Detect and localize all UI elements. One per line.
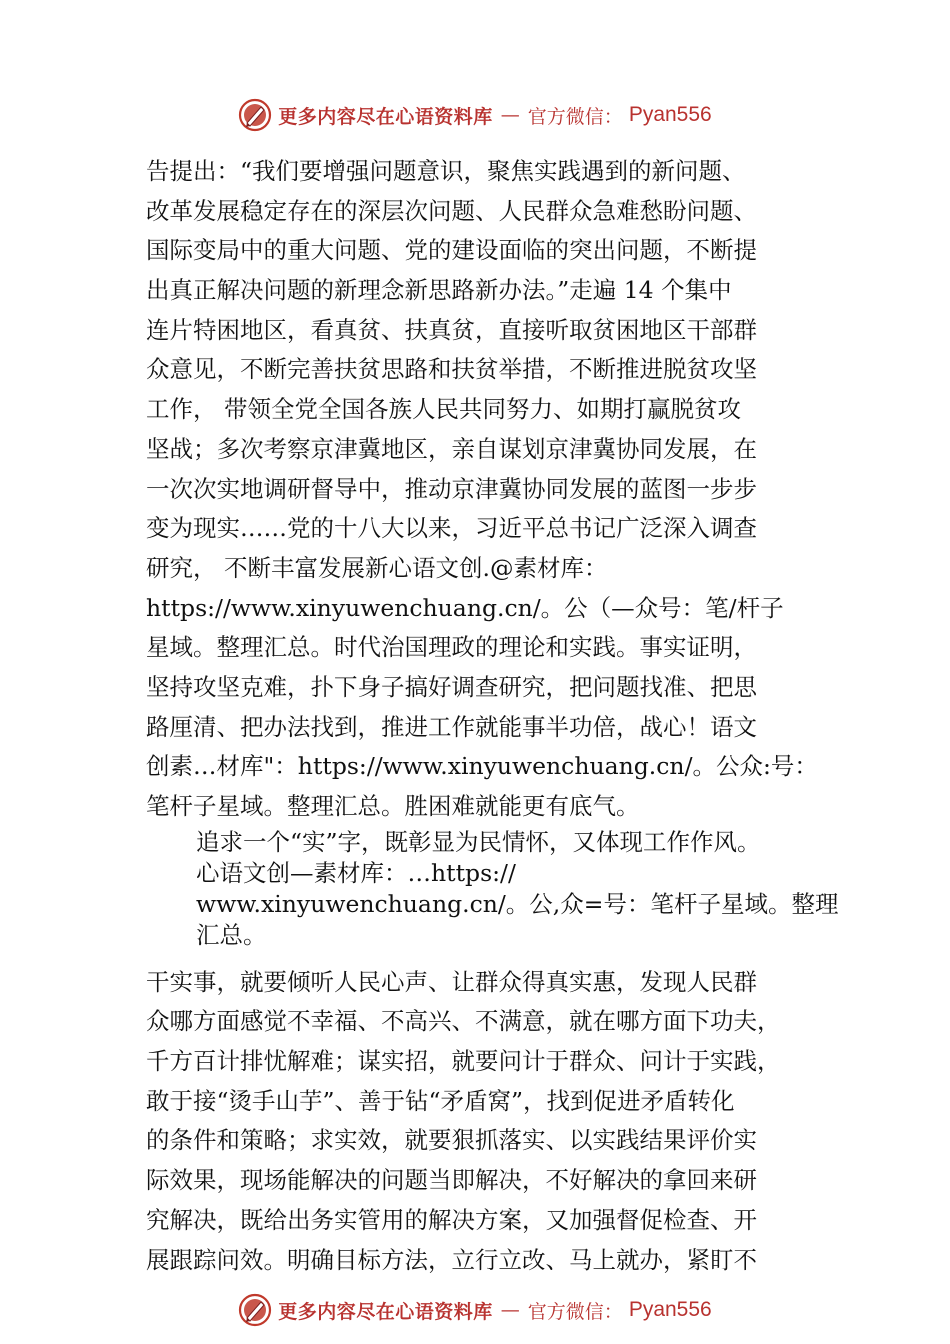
text-line: 究解决，既给出务实管用的解决方案，又加强督促检查、开 (146, 1205, 757, 1234)
text-line: 工作， 带领全党全国各族人民共同努力、如期打赢脱贫攻 (146, 395, 741, 424)
banner-inner (238, 98, 711, 132)
text-line: 众意见，不断完善扶贫思路和扶贫举措，不断推进脱贫攻坚 (146, 355, 757, 384)
text-line: 研究， 不断丰富发展新心语文创.@素材库： (146, 553, 608, 582)
text-line: 国际变局中的重大问题、党的建设面临的突出问题，不断提 (146, 236, 757, 265)
banner-title: 更多内容尽在心语资料库 (278, 105, 493, 128)
text-line: 敢于接“烫手山芋”、善于钻“矛盾窝”，找到促进矛盾转化 (146, 1086, 735, 1115)
text-line: 星域。整理汇总。时代治国理政的理论和实践。事实证明， (146, 633, 757, 662)
paragraph-2 (146, 963, 846, 1281)
text-line: 笔杆子星域。整理汇总。胜困难就能更有底气。 (146, 792, 640, 820)
text-line: 汇总。 (196, 920, 267, 949)
banner-separator: — (500, 1299, 520, 1321)
header-banner (0, 92, 950, 138)
text-line: 展跟踪问效。明确目标方法，立行立改、马上就办，紧盯不 (146, 1245, 757, 1274)
banner-wechat-label: 官方微信： (527, 105, 623, 128)
text-line: 追求一个“实”字，既彰显为民情怀，又体现工作作风。 (196, 827, 761, 856)
text-line: 告提出：“我们要增强问题意识，聚焦实践遇到的新问题、 (146, 157, 746, 185)
text-line: 连片特困地区，看真贫、扶真贫，直接听取贫困地区干部群 (146, 315, 757, 344)
text-line: https://www.xinyuwenchuang.cn/。公（—众号：笔/杆子 (146, 593, 784, 622)
indented-quote (146, 827, 846, 951)
banner-wechat-id: Pyan556 (628, 103, 712, 126)
text-line: 众哪方面感觉不幸福、不高兴、不满意，就在哪方面下功夫， (146, 1007, 781, 1036)
banner-separator: — (500, 104, 520, 126)
text-line: 坚战；多次考察京津冀地区，亲自谋划京津冀协同发展，在 (146, 434, 757, 463)
document-body (146, 152, 846, 1280)
banner-wechat-id: Pyan556 (628, 1298, 712, 1321)
banner-title: 更多内容尽在心语资料库 (278, 1300, 493, 1323)
text-line: 坚持攻坚克难，扑下身子搞好调查研究，把问题找准、把思 (146, 672, 757, 701)
text-line: www.xinyuwenchuang.cn/。公,众=号：笔杆子星域。整理 (196, 889, 839, 918)
text-line: 心语文创—素材库：…https:// (196, 858, 516, 887)
text-line: 干实事，就要倾听人民心声、让群众得真实惠，发现人民群 (146, 967, 757, 996)
paragraph-1 (146, 152, 846, 827)
text-line: 际效果，现场能解决的问题当即解决，不好解决的拿回来研 (146, 1166, 757, 1195)
text-line: 变为现实……党的十八大以来，习近平总书记广泛深入调查 (146, 514, 757, 543)
paragraph-gap (146, 951, 846, 963)
text-line: 的条件和策略；求实效，就要狠抓落实、以实践结果评价实 (146, 1126, 757, 1155)
logo-icon (238, 1293, 272, 1327)
banner-wechat-label: 官方微信： (527, 1300, 623, 1323)
text-line: 出真正解决问题的新理念新思路新办法。”走遍 14 个集中 (146, 276, 732, 305)
text-line: 创素…材库"：https://www.xinyuwenchuang.cn/。公众:号： (146, 752, 818, 781)
footer-banner (0, 1287, 950, 1333)
text-line: 改革发展稳定存在的深层次问题、人民群众急难愁盼问题、 (146, 196, 757, 225)
banner-inner (238, 1293, 711, 1327)
logo-icon (238, 98, 272, 132)
text-line: 千方百计排忧解难；谋实招，就要问计于群众、问计于实践， (146, 1047, 781, 1076)
text-line: 路厘清、把办法找到，推进工作就能事半功倍，战心！语文 (146, 712, 757, 741)
text-line: 一次次实地调研督导中，推动京津冀协同发展的蓝图一步步 (146, 474, 757, 503)
